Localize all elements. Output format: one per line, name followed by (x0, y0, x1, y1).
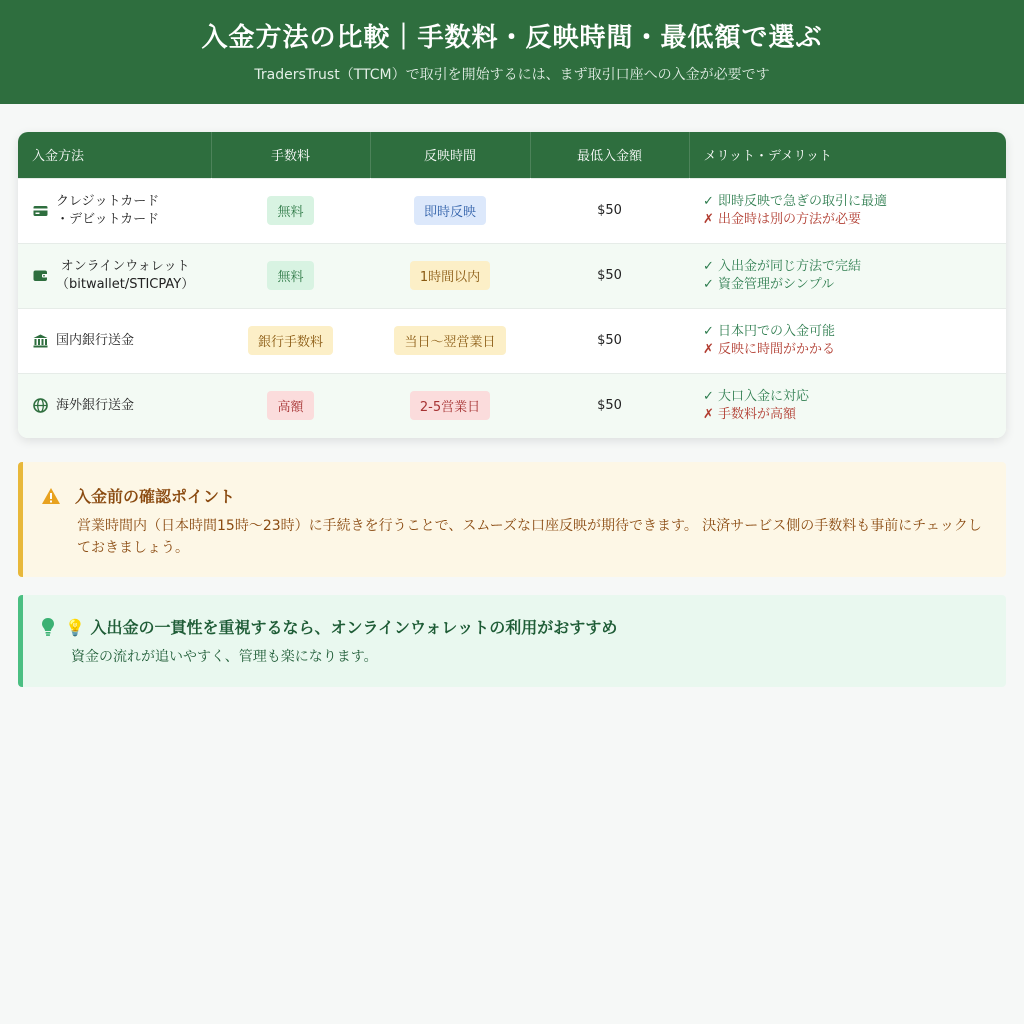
merits-cell (689, 243, 1006, 308)
fee-cell (211, 373, 370, 438)
table-row (18, 243, 1006, 308)
time-cell (370, 308, 530, 373)
minimum-cell: $50 (597, 333, 622, 348)
merits-cell (689, 178, 1006, 243)
bank-icon (32, 333, 48, 349)
time-badge: 2-5営業日 (410, 391, 490, 420)
lightbulb-icon (41, 617, 55, 637)
merits-cell (689, 373, 1006, 438)
table-row (18, 373, 1006, 438)
warning-icon (41, 487, 61, 505)
tip-title: 💡 入出金の一貫性を重視するなら、オンラインウォレットの利用がおすすめ (65, 618, 618, 637)
fee-badge: 無料 (267, 196, 313, 225)
table-header-row (18, 132, 1006, 178)
method-cell (18, 373, 211, 438)
merit-text: ✓ 入出金が同じ方法で完結 (703, 258, 862, 274)
minimum-cell: $50 (597, 268, 622, 283)
minimum-cell: $50 (597, 398, 622, 414)
method-cell (18, 243, 211, 308)
method-name-line1: 海外銀行送金 (56, 397, 135, 413)
method-name-line1: 国内銀行送金 (56, 332, 135, 348)
column-header-method: 入金方法 (18, 132, 211, 178)
alert-body: 営業時間内（日本時間15時〜23時）に手続きを行うことで、スムーズな口座反映が期待できます。 決済サービス側の手数料も事前にチェックしておきましょう。 (77, 518, 982, 556)
alert-title: 入金前の確認ポイント (75, 487, 236, 506)
method-name-line1: クレジットカード (56, 193, 160, 209)
column-header-minimum: 最低入金額 (530, 132, 689, 178)
comparison-table-card (18, 132, 1006, 438)
page-subtitle: TradersTrust（TTCM）で取引を開始するには、まず取引口座への入金が必要です (254, 67, 770, 83)
merit-text: ✓ 日本円での入金可能 (703, 323, 836, 339)
time-badge: 当日〜翌営業日 (394, 326, 505, 355)
confirmation-alert (18, 462, 1006, 577)
demerit-text: ✗ 出金時は別の方法が必要 (703, 211, 862, 227)
comparison-table (18, 132, 1006, 438)
column-header-fee: 手数料 (211, 132, 370, 178)
merit-text: ✓ 大口入金に対応 (703, 388, 810, 404)
merit-text: ✓ 即時反映で急ぎの取引に最適 (703, 193, 888, 209)
page-header (0, 0, 1024, 104)
fee-badge: 高額 (267, 391, 313, 420)
wallet-icon (32, 268, 48, 284)
column-header-merits: メリット・デメリット (703, 149, 832, 165)
fee-cell (211, 243, 370, 308)
method-cell (18, 308, 211, 373)
method-name-line1: オンラインウォレット (60, 258, 190, 274)
method-cell (18, 178, 211, 243)
fee-badge: 無料 (267, 261, 313, 290)
method-name-line2: （bitwallet/STICPAY） (56, 276, 195, 292)
credit-card-icon (32, 203, 48, 219)
demerit-text: ✓ 資金管理がシンプル (703, 276, 835, 292)
time-cell (370, 178, 530, 243)
fee-cell (211, 178, 370, 243)
time-badge: 1時間以内 (410, 261, 490, 290)
minimum-cell: $50 (597, 203, 622, 218)
globe-icon (32, 398, 48, 414)
recommendation-tip (18, 595, 1006, 687)
demerit-text: ✗ 手数料が高額 (703, 406, 797, 422)
time-cell (370, 243, 530, 308)
fee-badge: 銀行手数料 (248, 326, 333, 355)
table-row (18, 178, 1006, 243)
merits-cell (689, 308, 1006, 373)
tip-body: 資金の流れが追いやすく、管理も楽になります。 (71, 649, 378, 665)
table-row (18, 308, 1006, 373)
column-header-time: 反映時間 (370, 132, 530, 178)
time-badge: 即時反映 (414, 196, 486, 225)
method-name-line2: ・デビットカード (56, 211, 160, 227)
fee-cell (211, 308, 370, 373)
demerit-text: ✗ 反映に時間がかかる (703, 341, 836, 357)
page-title: 入金方法の比較｜手数料・反映時間・最低額で選ぶ (201, 23, 823, 53)
time-cell (370, 373, 530, 438)
